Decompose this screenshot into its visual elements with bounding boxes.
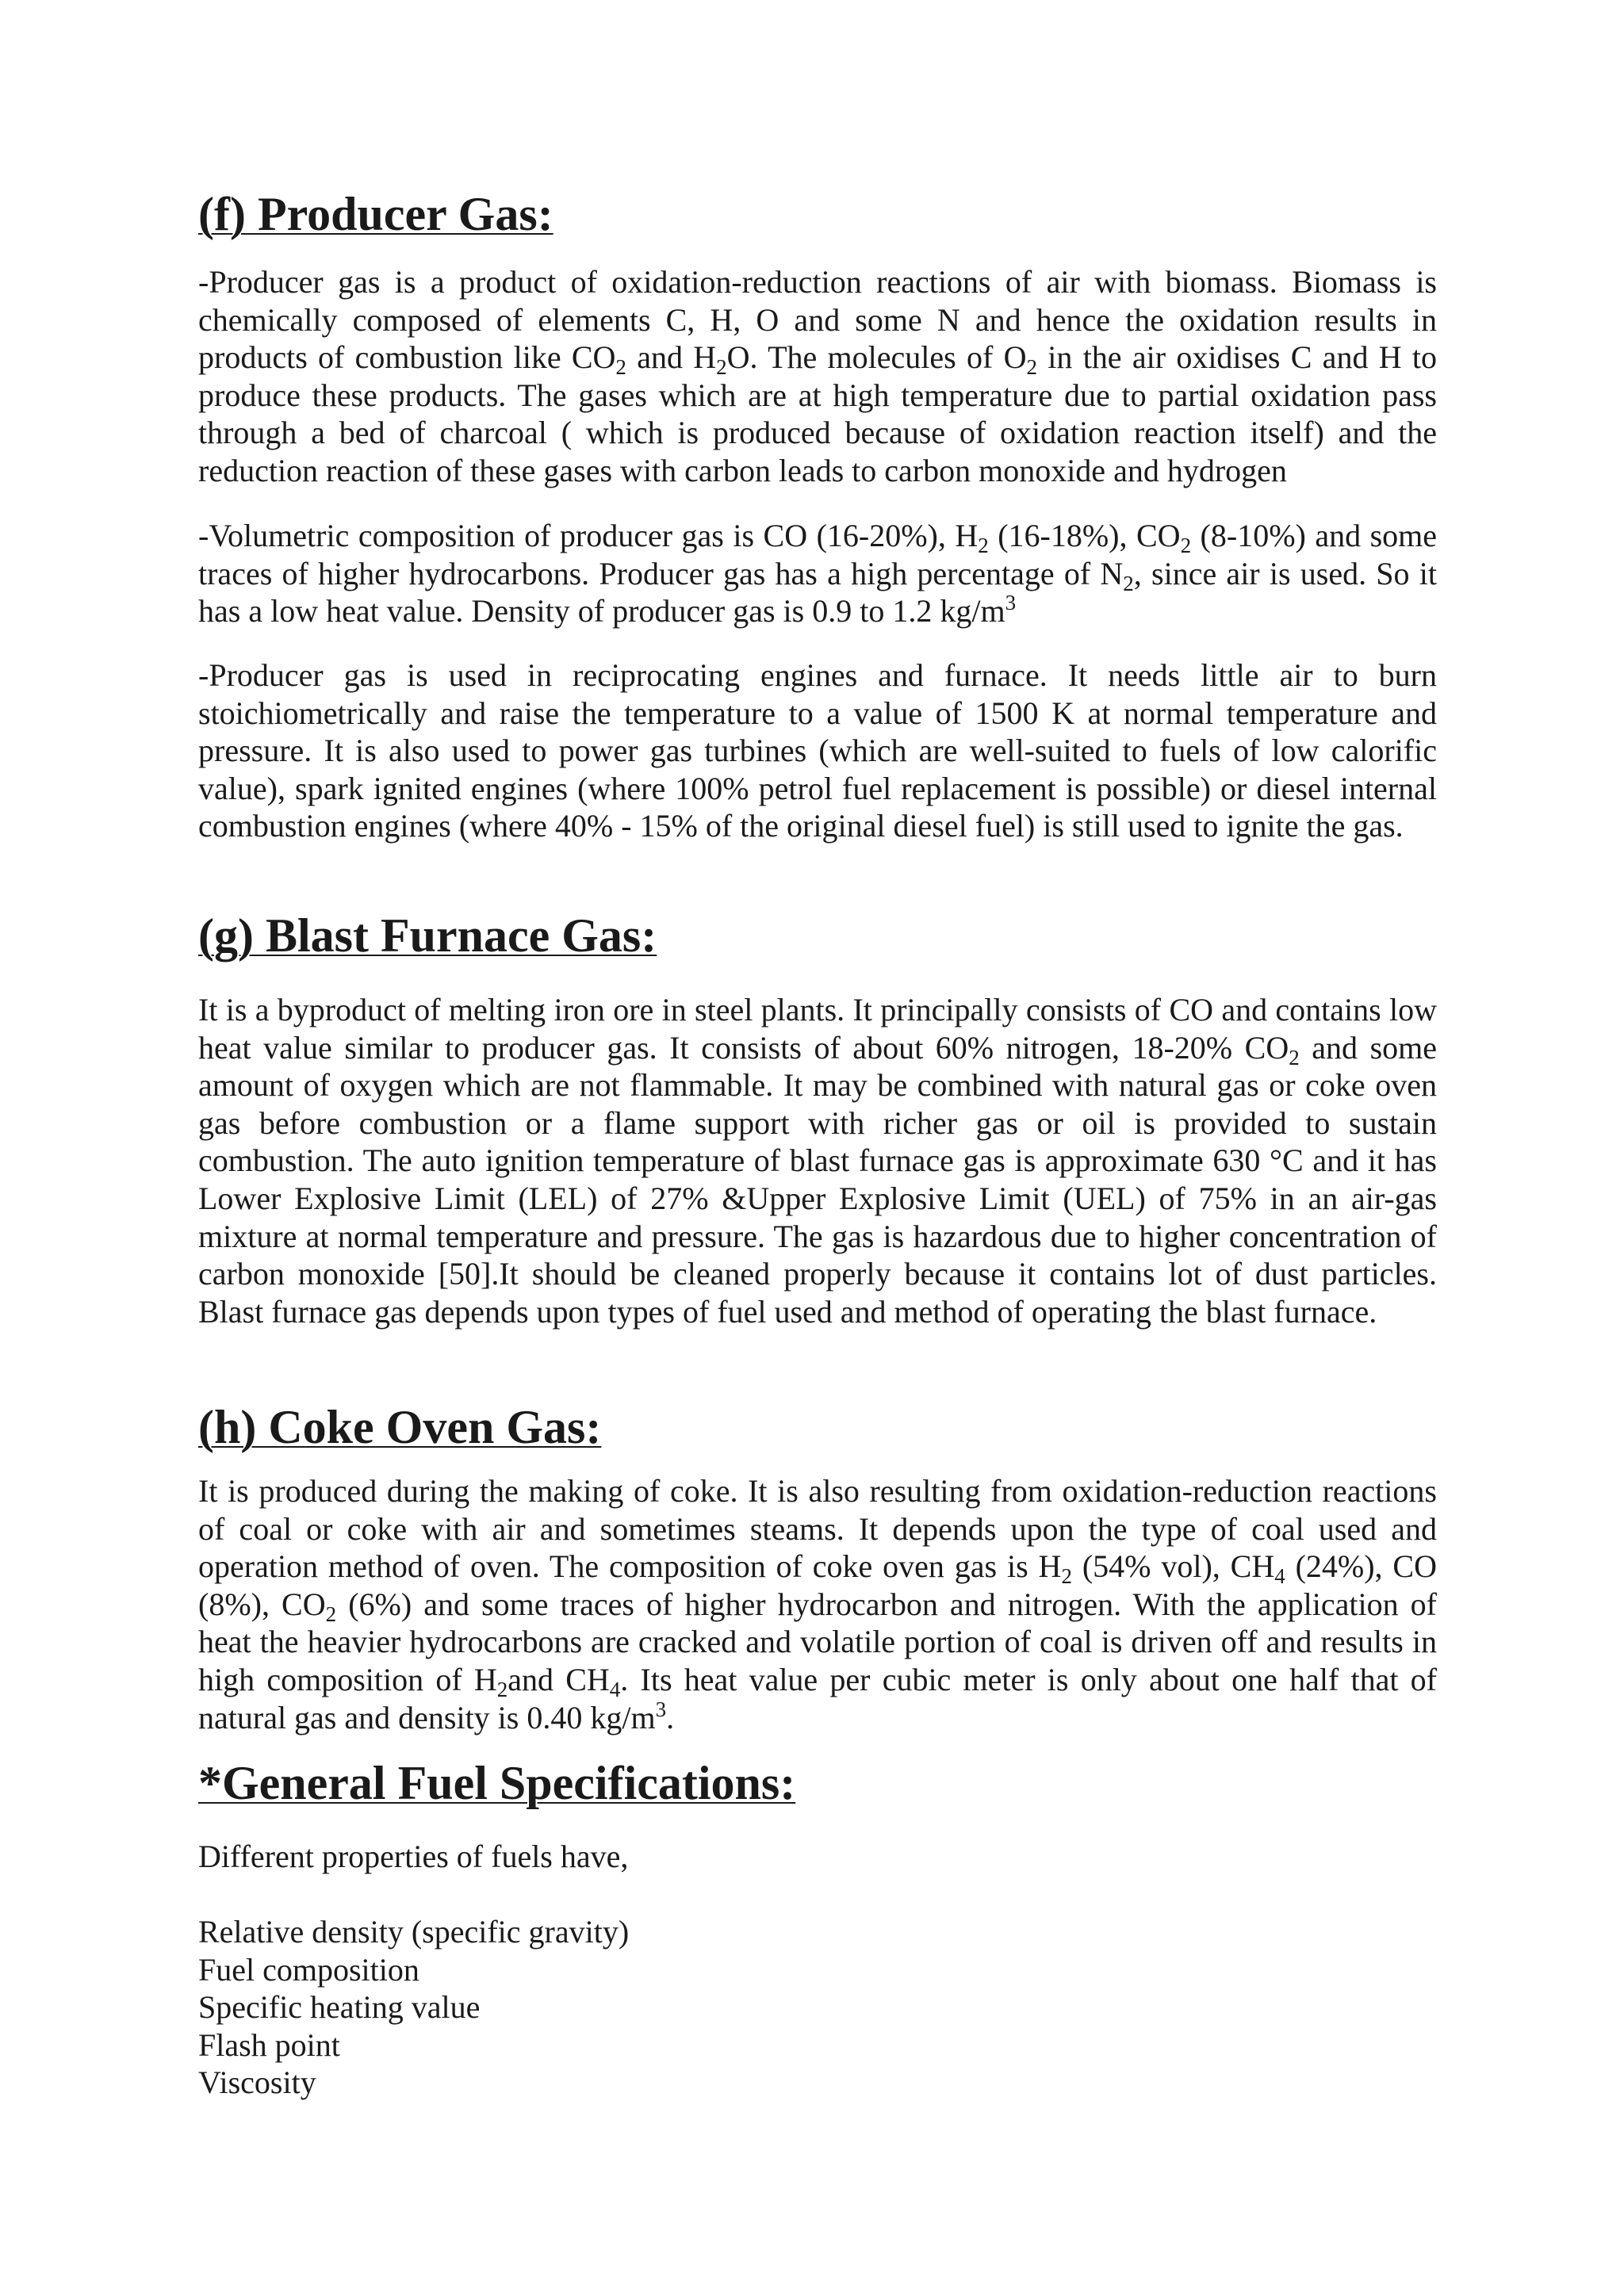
subscript: 4 xyxy=(1274,1564,1285,1589)
text-run: It is a byproduct of melting iron ore in steel plants. It principally consists of CO and contains low heat value similar to producer gas. It consists of about 60% nitrogen, 18-20% CO xyxy=(198,992,1437,1066)
text-run: and CH xyxy=(508,1661,610,1697)
subscript: 2 xyxy=(1061,1564,1072,1589)
heading-producer-gas: (f) Producer Gas: xyxy=(198,188,553,240)
subscript: 2 xyxy=(716,355,727,380)
text-run: O. The molecules of O xyxy=(726,339,1027,376)
subscript: 2 xyxy=(325,1601,337,1626)
subscript: 2 xyxy=(1026,355,1038,380)
subscript: 2 xyxy=(615,355,626,380)
producer-gas-paragraph-1 xyxy=(198,263,1437,490)
text-run: and H xyxy=(626,339,717,376)
subscript: 4 xyxy=(609,1677,621,1701)
text-run: , since air is used. So it has a low heat value. Density of producer gas is 0.9 to 1.2 kg/m xyxy=(198,555,1438,629)
list-item: Fuel composition xyxy=(198,1951,419,1988)
text-run: -Volumetric composition of producer gas is CO (16-20%), H xyxy=(198,518,979,553)
subscript: 2 xyxy=(496,1677,508,1701)
text-run: (54% vol), CH xyxy=(1071,1548,1275,1585)
subscript: 2 xyxy=(1123,571,1134,595)
text-run: . Its heat value per cubic meter is only about one half that of natural gas and density is 0.40 kg/m xyxy=(198,1661,1437,1735)
list-item: Relative density (specific gravity) xyxy=(198,1914,630,1950)
subscript: 2 xyxy=(978,534,989,557)
list-item: Flash point xyxy=(198,2026,340,2063)
text-run: (8-10%) and some traces of higher hydrocarbons. Producer gas has a high percentage of N xyxy=(198,518,1437,591)
fuel-properties-list xyxy=(198,1913,629,2102)
heading-general-fuel-specifications: *General Fuel Specifications: xyxy=(198,1757,796,1809)
blast-furnace-gas-paragraph xyxy=(198,991,1437,1330)
text-run: (6%) and some traces of higher hydrocarbon and nitrogen. With the application of heat the heavier hydrocarbons are cracked and volatile portion of coal is driven off and results in high composition of H xyxy=(198,1586,1437,1697)
text-run: . xyxy=(666,1699,675,1735)
list-item: Specific heating value xyxy=(198,1989,481,2026)
superscript: 3 xyxy=(655,1697,667,1721)
producer-gas-paragraph-3: -Producer gas is used in reciprocating engines and furnace. It needs little air to burn stoichiometrically and raise the temperature to a value of 1500 K at normal temperature and pressure. It is also used to power gas turbines (which are well-suited to fuels of low calorific value), spark ignited engines (where 100% petrol fuel replacement is possible) or diesel internal combustion engines (where 40% - 15% of the original diesel fuel) is still used to ignite the gas. xyxy=(198,657,1437,844)
heading-blast-furnace-gas: (g) Blast Furnace Gas: xyxy=(198,909,657,962)
heading-coke-oven-gas: (h) Coke Oven Gas: xyxy=(198,1401,602,1453)
list-item: Viscosity xyxy=(198,2064,316,2101)
subscript: 2 xyxy=(1289,1045,1300,1070)
coke-oven-gas-paragraph xyxy=(198,1472,1437,1736)
text-run: -Producer gas is a product of oxidation-reduction reactions of air with biomass. Biomass is chemically composed of elements C, H, O and some N and hence the oxidation results in products of combustion like CO xyxy=(198,264,1437,376)
text-run: It is produced during the making of coke. It is also resulting from oxidation-reduction reactions of coal or coke with air and sometimes steams. It depends upon the type of coal used and operation method of oven. The composition of coke oven gas is H xyxy=(198,1473,1437,1585)
producer-gas-paragraph-2 xyxy=(198,517,1437,630)
subscript: 2 xyxy=(1180,534,1192,557)
text-run: and some amount of oxygen which are not flammable. It may be combined with natural gas or coke oven gas before combustion or a flame support with richer gas or oil is provided to sustain combustion. The auto ignition temperature of blast furnace gas is approximate 630 °C and it has Lower Explosive Limit (LEL) of 27% &Upper Explosive Limit (UEL) of 75% in an air-gas mixture at normal temperature and pressure. The gas is hazardous due to higher concentration of carbon monoxide [50].It should be cleaned properly because it contains lot of dust particles. Blast furnace gas depends upon types of fuel used and method of operating the blast furnace. xyxy=(198,1029,1438,1330)
text-run: (16-18%), CO xyxy=(988,518,1181,553)
text-run: (24%), CO (8%), CO xyxy=(198,1548,1437,1622)
fuel-properties-intro: Different properties of fuels have, xyxy=(198,1839,629,1874)
text-run: in the air oxidises C and H to produce these products. The gases which are at high temperature due to partial oxidation pass through a bed of charcoal ( which is produced because of oxidation reaction itself) and the reduction reaction of these gases with carbon leads to carbon monoxide and hydrogen xyxy=(198,339,1438,488)
superscript: 3 xyxy=(1005,591,1017,615)
